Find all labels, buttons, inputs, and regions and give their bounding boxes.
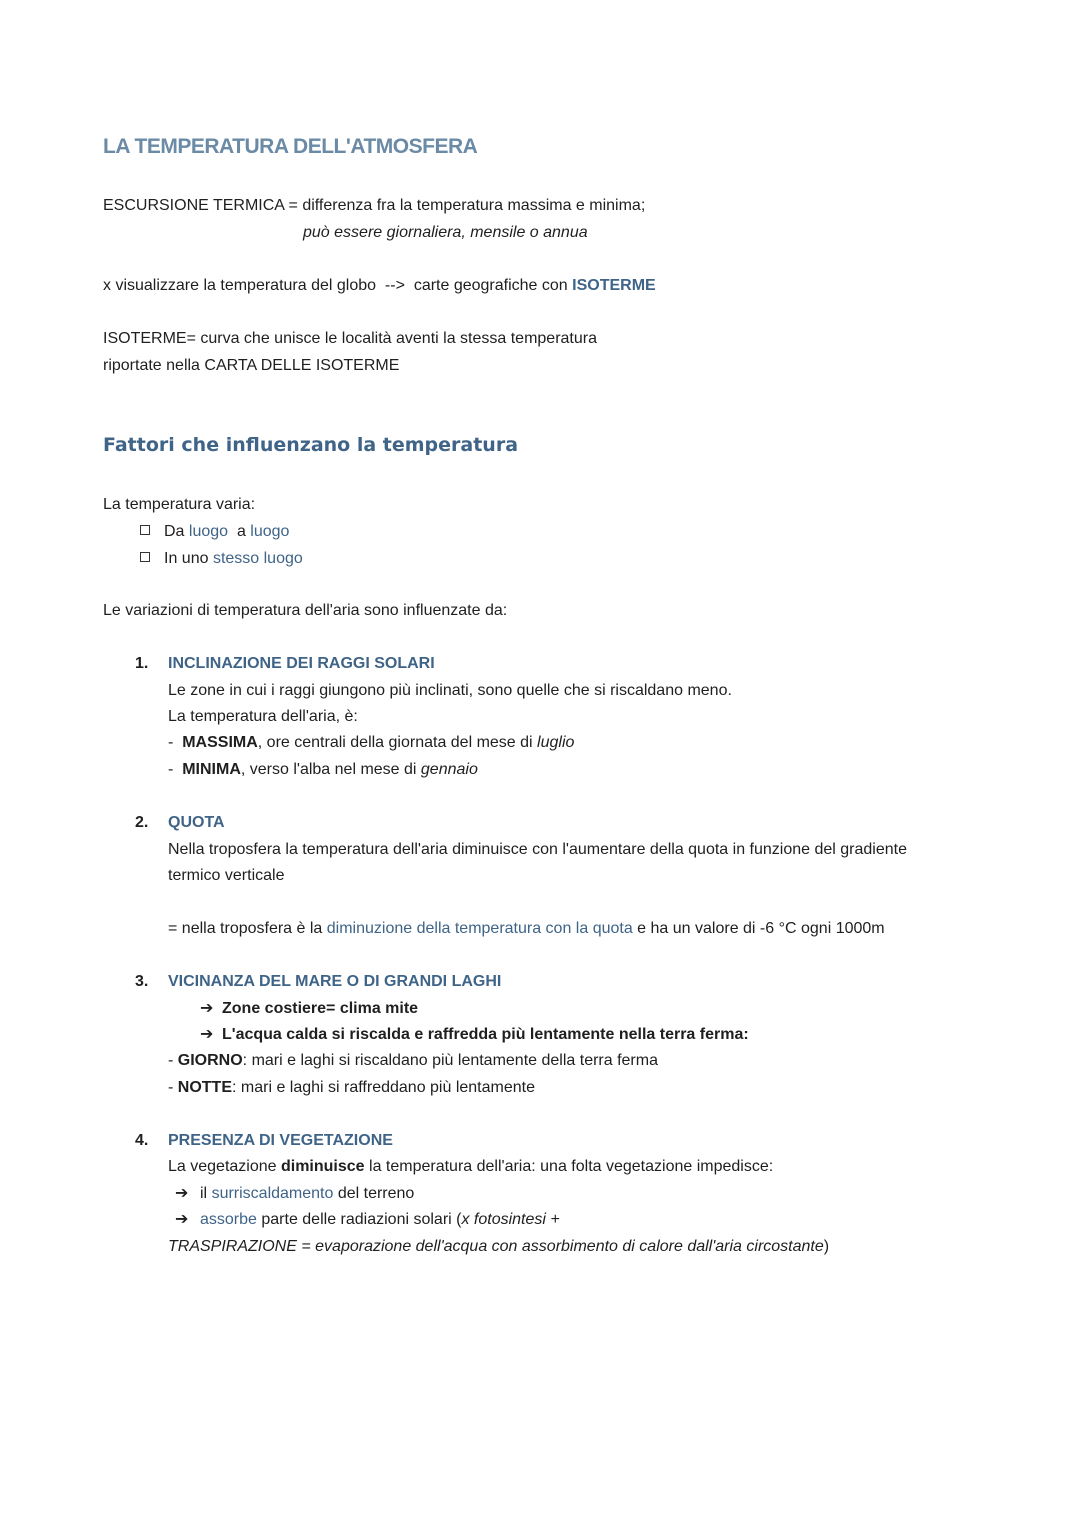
item-highlight: luogo	[250, 523, 290, 540]
max-month: luglio	[537, 734, 575, 751]
min-label: MINIMA	[182, 761, 241, 778]
text-highlight: surriscaldamento	[211, 1185, 334, 1202]
arrow-text: Zone costiere= clima mite	[222, 1000, 419, 1017]
factor-title: PRESENZA DI VEGETAZIONE	[168, 1132, 393, 1149]
text: parte delle radiazioni solari (	[256, 1211, 462, 1228]
min-month: gennaio	[420, 761, 478, 778]
factor-title: QUOTA	[168, 814, 225, 831]
escursione-term: ESCURSIONE TERMICA	[103, 197, 285, 214]
section-title: Fattori che influenzano la temperatura	[103, 434, 519, 456]
item-highlight: luogo	[188, 523, 229, 540]
isoterme-map-note: riportate nella CARTA DELLE ISOTERME	[103, 357, 400, 374]
checkbox-icon	[140, 525, 150, 535]
factor-title: INCLINAZIONE DEI RAGGI SOLARI	[168, 655, 435, 672]
text-italic: x fotosintesi +	[461, 1211, 560, 1228]
factor-text: Nella troposfera la temperatura dell'aria diminuisce con l'aumentare della quota in funzione del gradiente	[168, 841, 907, 858]
item-text: Da	[164, 523, 189, 540]
escursione-definition	[103, 195, 645, 217]
list-item: - NOTTE: mari e laghi si raffreddano più lentamente	[168, 1079, 535, 1096]
factor-text: termico verticale	[168, 867, 285, 884]
item-highlight: stesso luogo	[212, 550, 303, 567]
escursione-text: = differenza fra la temperatura massima e minima;	[284, 197, 646, 214]
factor-number: 3.	[135, 973, 149, 990]
arrow-right-icon: ➔	[175, 1211, 189, 1228]
factor-text: La temperatura dell'aria, è:	[168, 708, 358, 725]
factor-text: Le zone in cui i raggi giungono più inclinati, sono quelle che si riscaldano meno.	[168, 682, 732, 699]
text: il	[200, 1185, 212, 1202]
arrow-right-icon: ➔	[200, 1026, 214, 1043]
gradient-definition	[168, 918, 885, 940]
factor-number: 4.	[135, 1132, 149, 1149]
text: del terreno	[333, 1185, 415, 1202]
day-label: GIORNO	[177, 1052, 243, 1069]
list-item: - GIORNO: mari e laghi si riscaldano più lentamente della terra ferma	[168, 1052, 658, 1069]
isoterme-definition: ISOTERME= curva che unisce le località aventi la stessa temperatura	[103, 330, 597, 347]
text: la temperatura dell'aria: una folta vegetazione impedisce:	[364, 1158, 774, 1175]
traspirazione-definition	[168, 1236, 829, 1258]
gradient-text: = nella troposfera è la	[168, 920, 327, 937]
variazioni-intro: Le variazioni di temperatura dell'aria sono influenzate da:	[103, 602, 508, 619]
arrow-item	[175, 1183, 414, 1205]
factor-title: VICINANZA DEL MARE O DI GRANDI LAGHI	[168, 973, 502, 990]
checkbox-icon	[140, 552, 150, 562]
gradient-highlight: diminuzione della temperatura con la quota	[326, 920, 633, 937]
visualize-text: x visualizzare la temperatura del globo --> carte geografiche con	[103, 277, 573, 294]
factor-text	[168, 1156, 773, 1178]
text-bold: diminuisce	[280, 1158, 365, 1175]
night-label: NOTTE	[177, 1079, 232, 1096]
text-highlight: assorbe	[200, 1211, 257, 1228]
gradient-text: e ha un valore di -6 °C ogni 1000m	[632, 920, 885, 937]
list-item: - MASSIMA, ore centrali della giornata del mese di luglio	[168, 734, 575, 751]
night-text: : mari e laghi si raffreddano più lentamente	[232, 1079, 535, 1096]
arrow-text: L'acqua calda si riscalda e raffredda più lentamente nella terra ferma:	[222, 1026, 749, 1043]
min-text: , verso l'alba nel mese di	[240, 761, 421, 778]
factor-number: 2.	[135, 814, 149, 831]
arrow-item	[175, 1209, 560, 1231]
item-text: In uno	[164, 550, 213, 567]
isoterme-highlight: ISOTERME	[572, 277, 656, 294]
arrow-item	[200, 998, 418, 1020]
list-item	[140, 548, 303, 570]
factor-number: 1.	[135, 655, 149, 672]
text: La vegetazione	[168, 1158, 281, 1175]
item-text: a	[228, 523, 251, 540]
day-text: : mari e laghi si riscaldano più lentamente della terra ferma	[242, 1052, 658, 1069]
text: )	[823, 1238, 830, 1255]
max-label: MASSIMA	[182, 734, 258, 751]
arrow-right-icon: ➔	[175, 1185, 189, 1202]
list-item	[140, 521, 289, 543]
escursione-note: può essere giornaliera, mensile o annua	[303, 224, 588, 241]
text-italic: TRASPIRAZIONE = evaporazione dell'acqua con assorbimento di calore dall'aria circostante	[168, 1238, 824, 1255]
varia-intro: La temperatura varia:	[103, 496, 256, 513]
arrow-item	[200, 1024, 749, 1046]
page-title: LA TEMPERATURA DELL'ATMOSFERA	[103, 135, 478, 158]
arrow-right-icon: ➔	[200, 1000, 214, 1017]
max-text: , ore centrali della giornata del mese di	[257, 734, 538, 751]
list-item: - MINIMA, verso l'alba nel mese di gennaio	[168, 761, 478, 778]
visualize-line	[103, 275, 656, 297]
